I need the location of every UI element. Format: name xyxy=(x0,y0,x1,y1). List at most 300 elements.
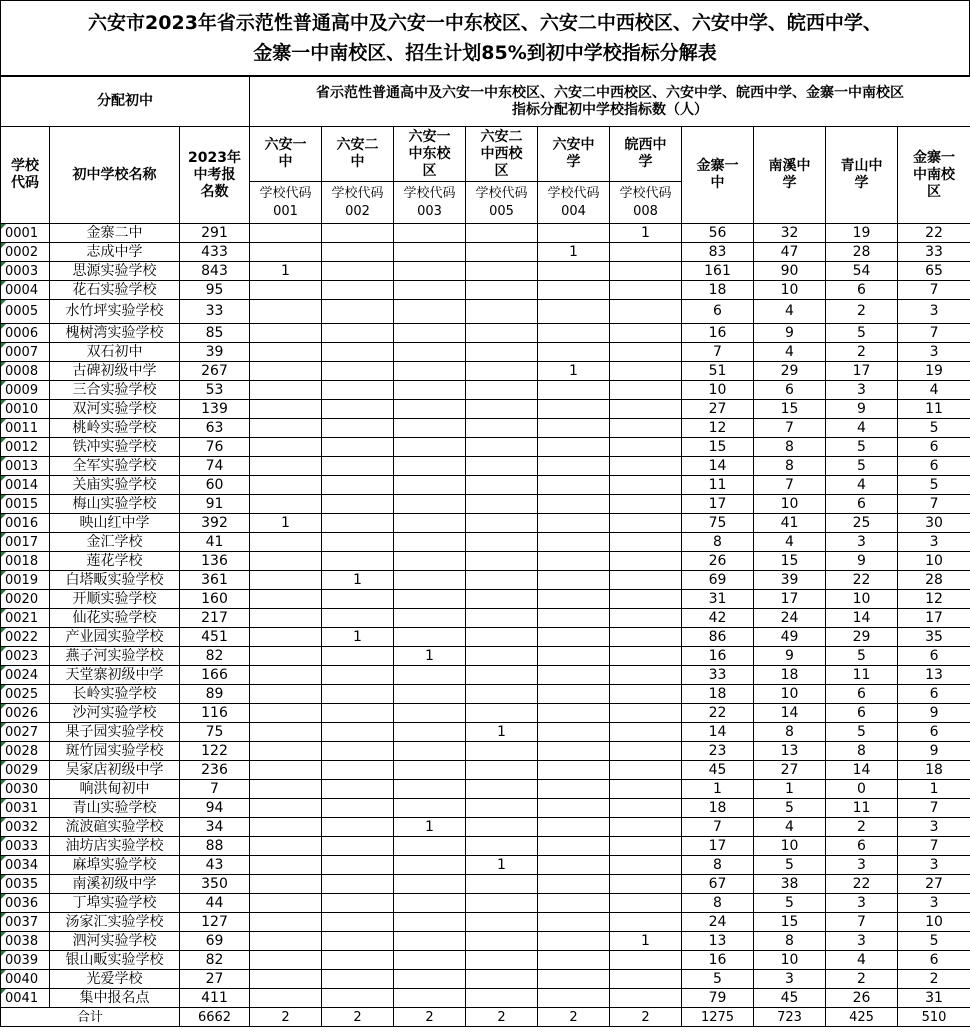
cell-value xyxy=(322,894,394,913)
cell-value: 3 xyxy=(826,932,898,951)
cell-value: 9 xyxy=(898,704,970,723)
cell-value xyxy=(610,989,682,1008)
school-name: 沙河实验学校 xyxy=(50,704,180,723)
cell-value: 17 xyxy=(898,609,970,628)
cell-value: 10 xyxy=(826,590,898,609)
cell-value xyxy=(250,400,322,419)
cell-value: 1 xyxy=(898,780,970,799)
school-name: 天堂寨初级中学 xyxy=(50,666,180,685)
cell-value: 41 xyxy=(180,533,250,552)
cell-value: 7 xyxy=(826,913,898,932)
cell-value: 139 xyxy=(180,400,250,419)
cell-value xyxy=(610,913,682,932)
cell-value: 5 xyxy=(826,457,898,476)
school-code: 0040 xyxy=(1,970,50,989)
cell-value xyxy=(466,243,538,262)
cell-value: 1 xyxy=(322,571,394,590)
cell-value xyxy=(610,438,682,457)
cell-value: 74 xyxy=(180,457,250,476)
cell-value xyxy=(250,742,322,761)
cell-value xyxy=(250,495,322,514)
cell-value: 7 xyxy=(754,419,826,438)
cell-value xyxy=(538,324,610,343)
cell-value xyxy=(538,419,610,438)
table-row xyxy=(1,951,970,970)
cell-value: 8 xyxy=(682,856,754,875)
cell-value: 65 xyxy=(898,262,970,281)
cell-value xyxy=(610,742,682,761)
cell-value xyxy=(394,590,466,609)
cell-value xyxy=(322,932,394,951)
school-code: 0033 xyxy=(1,837,50,856)
school-name: 双石初中 xyxy=(50,343,180,362)
school-name: 产业园实验学校 xyxy=(50,628,180,647)
cell-value: 91 xyxy=(180,495,250,514)
table-row xyxy=(1,609,970,628)
cell-value: 1 xyxy=(394,818,466,837)
cell-value: 10 xyxy=(754,495,826,514)
cell-value xyxy=(466,818,538,837)
allocation-table xyxy=(0,76,970,1027)
school-name: 吴家店初级中学 xyxy=(50,761,180,780)
cell-value xyxy=(466,300,538,324)
school-code: 0015 xyxy=(1,495,50,514)
school-header-1: 六安二 中 xyxy=(322,127,394,182)
table-row xyxy=(1,856,970,875)
cell-value xyxy=(610,666,682,685)
cell-value: 30 xyxy=(898,514,970,533)
cell-value xyxy=(250,381,322,400)
school-code: 0032 xyxy=(1,818,50,837)
school-name-header: 初中学校名称 xyxy=(50,127,180,224)
cell-value xyxy=(538,281,610,300)
total-label: 合计 xyxy=(1,1008,180,1027)
cell-value xyxy=(466,324,538,343)
cell-value: 79 xyxy=(682,989,754,1008)
cell-value: 6 xyxy=(826,281,898,300)
school-code: 0014 xyxy=(1,476,50,495)
school-header-9: 金寨一 中南校 区 xyxy=(898,127,970,224)
cell-value: 10 xyxy=(898,552,970,571)
table-row xyxy=(1,419,970,438)
cell-value xyxy=(394,281,466,300)
school-name: 花石实验学校 xyxy=(50,281,180,300)
school-code: 0041 xyxy=(1,989,50,1008)
table-row xyxy=(1,780,970,799)
cell-value: 18 xyxy=(682,281,754,300)
table-row xyxy=(1,324,970,343)
cell-value xyxy=(394,856,466,875)
cell-value xyxy=(538,970,610,989)
school-name: 仙花实验学校 xyxy=(50,609,180,628)
cell-value xyxy=(394,324,466,343)
cell-value: 392 xyxy=(180,514,250,533)
cell-value xyxy=(250,913,322,932)
cell-value xyxy=(250,243,322,262)
cell-value: 95 xyxy=(180,281,250,300)
table-row xyxy=(1,761,970,780)
school-code: 0022 xyxy=(1,628,50,647)
cell-value: 23 xyxy=(682,742,754,761)
cell-value: 8 xyxy=(682,533,754,552)
cell-value xyxy=(322,243,394,262)
cell-value: 5 xyxy=(826,723,898,742)
cell-value: 4 xyxy=(826,419,898,438)
cell-value xyxy=(250,989,322,1008)
table-row xyxy=(1,723,970,742)
table-row xyxy=(1,514,970,533)
cell-value: 24 xyxy=(682,913,754,932)
cell-value: 11 xyxy=(682,476,754,495)
cell-value xyxy=(322,723,394,742)
school-code-cell-5: 学校代码 008 xyxy=(610,182,682,224)
cell-value: 13 xyxy=(682,932,754,951)
cell-value: 89 xyxy=(180,685,250,704)
cell-value xyxy=(250,609,322,628)
cell-value xyxy=(250,590,322,609)
cell-value xyxy=(322,818,394,837)
cell-value xyxy=(466,533,538,552)
cell-value xyxy=(394,362,466,381)
cell-value: 11 xyxy=(826,799,898,818)
cell-value: 11 xyxy=(826,666,898,685)
cell-value xyxy=(322,780,394,799)
cell-value: 9 xyxy=(898,742,970,761)
cell-value: 451 xyxy=(180,628,250,647)
table-row xyxy=(1,552,970,571)
school-name: 银山畈实验学校 xyxy=(50,951,180,970)
school-code: 0035 xyxy=(1,875,50,894)
cell-value xyxy=(538,533,610,552)
cell-value xyxy=(538,647,610,666)
cell-value xyxy=(610,799,682,818)
table-row xyxy=(1,818,970,837)
cell-value xyxy=(538,300,610,324)
cell-value xyxy=(610,951,682,970)
school-code: 0029 xyxy=(1,761,50,780)
cell-value: 291 xyxy=(180,224,250,243)
cell-value xyxy=(322,381,394,400)
cell-value xyxy=(394,571,466,590)
cell-value xyxy=(610,300,682,324)
cell-value xyxy=(538,685,610,704)
cell-value: 43 xyxy=(180,856,250,875)
alloc-header: 分配初中 xyxy=(1,77,250,127)
cell-value xyxy=(538,761,610,780)
school-name: 斑竹园实验学校 xyxy=(50,742,180,761)
cell-value xyxy=(538,723,610,742)
cell-value xyxy=(322,400,394,419)
cell-value xyxy=(394,300,466,324)
cell-value: 53 xyxy=(180,381,250,400)
cell-value: 122 xyxy=(180,742,250,761)
school-code: 0013 xyxy=(1,457,50,476)
cell-value xyxy=(322,514,394,533)
cell-value: 17 xyxy=(682,495,754,514)
cell-value: 17 xyxy=(682,837,754,856)
cell-value: 1 xyxy=(394,647,466,666)
cell-value: 10 xyxy=(754,951,826,970)
school-name: 映山红中学 xyxy=(50,514,180,533)
school-code: 0001 xyxy=(1,224,50,243)
school-code: 0017 xyxy=(1,533,50,552)
school-code: 0016 xyxy=(1,514,50,533)
cell-value: 16 xyxy=(682,951,754,970)
cell-value: 10 xyxy=(754,837,826,856)
school-name: 全军实验学校 xyxy=(50,457,180,476)
school-name: 丁埠实验学校 xyxy=(50,894,180,913)
cell-value xyxy=(466,951,538,970)
cell-value: 22 xyxy=(682,704,754,723)
school-name: 槐树湾实验学校 xyxy=(50,324,180,343)
cell-value xyxy=(466,989,538,1008)
cell-value xyxy=(322,742,394,761)
cell-value: 45 xyxy=(682,761,754,780)
cell-value xyxy=(466,457,538,476)
cell-value: 5 xyxy=(754,894,826,913)
table-row xyxy=(1,495,970,514)
cell-value: 27 xyxy=(898,875,970,894)
cell-value: 10 xyxy=(898,913,970,932)
cell-value xyxy=(610,647,682,666)
total-row xyxy=(1,1008,970,1027)
cell-value xyxy=(322,647,394,666)
school-code: 0037 xyxy=(1,913,50,932)
cell-value: 25 xyxy=(826,514,898,533)
cell-value: 22 xyxy=(826,571,898,590)
school-name: 金汇学校 xyxy=(50,533,180,552)
school-code: 0034 xyxy=(1,856,50,875)
table-row xyxy=(1,281,970,300)
cell-value: 29 xyxy=(826,628,898,647)
school-code-cell-0: 学校代码 001 xyxy=(250,182,322,224)
school-code: 0038 xyxy=(1,932,50,951)
cell-value: 4 xyxy=(898,381,970,400)
cell-value xyxy=(610,362,682,381)
indicator-header-line-1: 省示范性普通高中及六安一中东校区、六安二中西校区、六安中学、皖西中学、金寨一中南校区 xyxy=(316,84,905,101)
cell-value xyxy=(538,457,610,476)
cell-value: 14 xyxy=(682,457,754,476)
cell-value xyxy=(610,324,682,343)
cell-value: 3 xyxy=(898,300,970,324)
cell-value xyxy=(466,628,538,647)
cell-value xyxy=(322,799,394,818)
cell-value: 33 xyxy=(898,243,970,262)
table-row xyxy=(1,571,970,590)
cell-value: 35 xyxy=(898,628,970,647)
school-code: 0020 xyxy=(1,590,50,609)
cell-value: 16 xyxy=(682,324,754,343)
cell-value xyxy=(466,780,538,799)
cell-value xyxy=(322,552,394,571)
cell-value xyxy=(610,552,682,571)
cell-value: 217 xyxy=(180,609,250,628)
cell-value xyxy=(250,476,322,495)
cell-value xyxy=(322,343,394,362)
cell-value: 15 xyxy=(682,438,754,457)
cell-value: 4 xyxy=(754,300,826,324)
school-header-0: 六安一 中 xyxy=(250,127,322,182)
table-row xyxy=(1,837,970,856)
school-code-cell-4: 学校代码 004 xyxy=(538,182,610,224)
school-header-4: 六安中 学 xyxy=(538,127,610,182)
cell-value xyxy=(466,514,538,533)
cell-value xyxy=(322,324,394,343)
school-name: 桃岭实验学校 xyxy=(50,419,180,438)
cell-value: 411 xyxy=(180,989,250,1008)
cell-value xyxy=(538,262,610,281)
cell-value xyxy=(538,799,610,818)
cell-value xyxy=(394,419,466,438)
cell-value: 14 xyxy=(826,609,898,628)
cell-value: 2 xyxy=(826,343,898,362)
cell-value xyxy=(394,533,466,552)
cell-value xyxy=(250,761,322,780)
school-code-header: 学校 代码 xyxy=(1,127,50,224)
school-name: 思源实验学校 xyxy=(50,262,180,281)
school-code: 0004 xyxy=(1,281,50,300)
cell-value: 29 xyxy=(754,362,826,381)
cell-value xyxy=(250,628,322,647)
school-name: 青山实验学校 xyxy=(50,799,180,818)
cell-value xyxy=(394,552,466,571)
cell-value: 8 xyxy=(682,894,754,913)
cell-value xyxy=(610,780,682,799)
cell-value: 6 xyxy=(682,300,754,324)
cell-value: 8 xyxy=(826,742,898,761)
cell-value: 6 xyxy=(826,837,898,856)
cell-value: 9 xyxy=(754,324,826,343)
cell-value xyxy=(466,495,538,514)
cell-value: 5 xyxy=(754,856,826,875)
cell-value xyxy=(610,457,682,476)
cell-value xyxy=(538,552,610,571)
table-row xyxy=(1,799,970,818)
cell-value xyxy=(322,533,394,552)
school-code: 0031 xyxy=(1,799,50,818)
cell-value: 5 xyxy=(898,476,970,495)
cell-value: 7 xyxy=(682,343,754,362)
cell-value xyxy=(610,970,682,989)
school-code: 0005 xyxy=(1,300,50,324)
cell-value xyxy=(466,362,538,381)
cell-value xyxy=(250,951,322,970)
cell-value: 85 xyxy=(180,324,250,343)
cell-value xyxy=(466,704,538,723)
cell-value xyxy=(250,704,322,723)
cell-value xyxy=(538,628,610,647)
cell-value: 76 xyxy=(180,438,250,457)
cell-value xyxy=(322,438,394,457)
cell-value xyxy=(322,362,394,381)
total-value: 1275 xyxy=(682,1008,754,1027)
table-row xyxy=(1,381,970,400)
cell-value: 10 xyxy=(754,685,826,704)
cell-value xyxy=(250,300,322,324)
cell-value xyxy=(250,438,322,457)
cell-value xyxy=(538,856,610,875)
cell-value xyxy=(610,723,682,742)
cell-value xyxy=(394,742,466,761)
school-code: 0009 xyxy=(1,381,50,400)
cell-value xyxy=(610,262,682,281)
cell-value: 1 xyxy=(250,262,322,281)
cell-value xyxy=(322,419,394,438)
sheet-title xyxy=(0,0,970,76)
cell-value xyxy=(250,666,322,685)
cell-value: 15 xyxy=(754,913,826,932)
table-row xyxy=(1,438,970,457)
cell-value: 44 xyxy=(180,894,250,913)
cell-value: 90 xyxy=(754,262,826,281)
cell-value xyxy=(394,704,466,723)
school-code: 0025 xyxy=(1,685,50,704)
cell-value xyxy=(538,590,610,609)
cell-value xyxy=(466,262,538,281)
cell-value: 26 xyxy=(682,552,754,571)
cell-value: 116 xyxy=(180,704,250,723)
total-value: 2 xyxy=(394,1008,466,1027)
total-value: 2 xyxy=(610,1008,682,1027)
cell-value xyxy=(610,856,682,875)
table-row xyxy=(1,742,970,761)
school-name: 果子园实验学校 xyxy=(50,723,180,742)
cell-value xyxy=(538,913,610,932)
cell-value xyxy=(394,989,466,1008)
total-value: 2 xyxy=(538,1008,610,1027)
cell-value xyxy=(610,476,682,495)
cell-value xyxy=(610,837,682,856)
cell-value xyxy=(394,609,466,628)
cell-value: 82 xyxy=(180,951,250,970)
school-name: 燕子河实验学校 xyxy=(50,647,180,666)
cell-value xyxy=(610,281,682,300)
cell-value: 10 xyxy=(754,281,826,300)
cell-value: 10 xyxy=(682,381,754,400)
cell-value xyxy=(322,951,394,970)
table-row xyxy=(1,476,970,495)
cell-value: 2 xyxy=(898,970,970,989)
cell-value xyxy=(250,281,322,300)
cell-value xyxy=(466,970,538,989)
cell-value xyxy=(538,224,610,243)
cell-value xyxy=(538,818,610,837)
cell-value xyxy=(466,666,538,685)
cell-value xyxy=(394,723,466,742)
cell-value: 18 xyxy=(898,761,970,780)
cell-value: 9 xyxy=(754,647,826,666)
school-header-3: 六安二 中西校 区 xyxy=(466,127,538,182)
table-row xyxy=(1,262,970,281)
cell-value xyxy=(538,989,610,1008)
cell-value xyxy=(466,571,538,590)
cell-value: 3 xyxy=(826,894,898,913)
cell-value xyxy=(250,875,322,894)
cell-value: 28 xyxy=(826,243,898,262)
table-row xyxy=(1,913,970,932)
title-line-1: 六安市2023年省示范性普通高中及六安一中东校区、六安二中西校区、六安中学、皖西中学、 xyxy=(88,12,882,34)
cell-value xyxy=(394,495,466,514)
cell-value xyxy=(322,476,394,495)
cell-value: 433 xyxy=(180,243,250,262)
school-header-8: 青山中 学 xyxy=(826,127,898,224)
cell-value xyxy=(394,262,466,281)
school-code: 0021 xyxy=(1,609,50,628)
cell-value xyxy=(610,685,682,704)
school-name: 双河实验学校 xyxy=(50,400,180,419)
cell-value xyxy=(394,628,466,647)
cell-value xyxy=(322,457,394,476)
